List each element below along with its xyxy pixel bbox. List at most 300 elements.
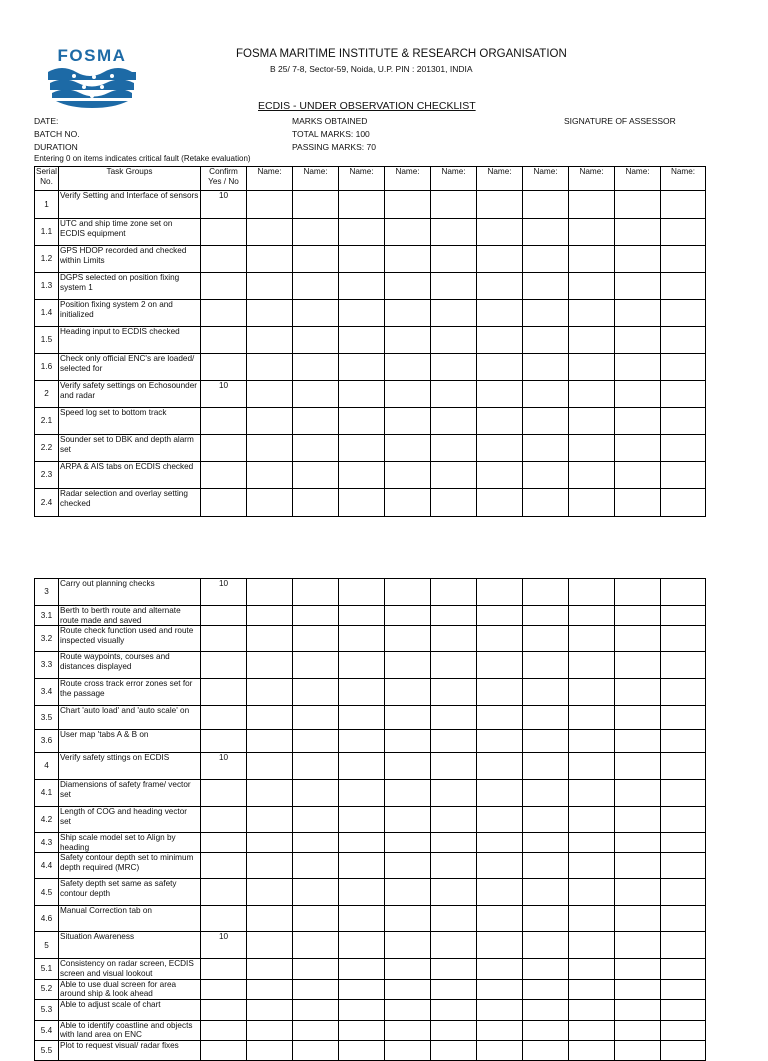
name-entry-cell[interactable] (477, 1040, 523, 1060)
name-entry-cell[interactable] (431, 979, 477, 999)
confirm-cell[interactable] (201, 300, 247, 327)
name-entry-cell[interactable] (293, 853, 339, 879)
name-entry-cell[interactable] (615, 273, 661, 300)
name-entry-cell[interactable] (385, 606, 431, 626)
name-entry-cell[interactable] (477, 753, 523, 780)
name-entry-cell[interactable] (569, 246, 615, 273)
name-entry-cell[interactable] (385, 706, 431, 730)
name-entry-cell[interactable] (247, 408, 293, 435)
name-entry-cell[interactable] (477, 462, 523, 489)
name-entry-cell[interactable] (523, 932, 569, 959)
name-entry-cell[interactable] (477, 219, 523, 246)
name-entry-cell[interactable] (247, 730, 293, 753)
name-entry-cell[interactable] (523, 626, 569, 652)
name-entry-cell[interactable] (247, 489, 293, 517)
name-entry-cell[interactable] (247, 833, 293, 853)
name-entry-cell[interactable] (477, 191, 523, 219)
confirm-cell[interactable]: 10 (201, 579, 247, 606)
name-entry-cell[interactable] (339, 753, 385, 780)
name-entry-cell[interactable] (661, 579, 706, 606)
confirm-cell[interactable] (201, 606, 247, 626)
name-entry-cell[interactable] (293, 381, 339, 408)
name-entry-cell[interactable] (615, 489, 661, 517)
name-entry-cell[interactable] (569, 1020, 615, 1040)
name-entry-cell[interactable] (431, 959, 477, 979)
name-entry-cell[interactable] (615, 606, 661, 626)
name-entry-cell[interactable] (569, 706, 615, 730)
confirm-cell[interactable] (201, 979, 247, 999)
name-entry-cell[interactable] (431, 579, 477, 606)
name-entry-cell[interactable] (385, 219, 431, 246)
name-entry-cell[interactable] (293, 780, 339, 807)
name-entry-cell[interactable] (247, 300, 293, 327)
name-entry-cell[interactable] (339, 626, 385, 652)
confirm-cell[interactable] (201, 327, 247, 354)
confirm-cell[interactable]: 10 (201, 191, 247, 219)
name-entry-cell[interactable] (385, 879, 431, 906)
name-entry-cell[interactable] (615, 579, 661, 606)
name-entry-cell[interactable] (615, 730, 661, 753)
name-entry-cell[interactable] (523, 833, 569, 853)
name-entry-cell[interactable] (569, 408, 615, 435)
name-entry-cell[interactable] (247, 753, 293, 780)
name-entry-cell[interactable] (385, 354, 431, 381)
name-entry-cell[interactable] (569, 730, 615, 753)
name-entry-cell[interactable] (247, 381, 293, 408)
name-entry-cell[interactable] (431, 780, 477, 807)
name-entry-cell[interactable] (477, 807, 523, 833)
name-entry-cell[interactable] (293, 300, 339, 327)
name-entry-cell[interactable] (339, 853, 385, 879)
name-entry-cell[interactable] (385, 999, 431, 1020)
name-entry-cell[interactable] (293, 489, 339, 517)
name-entry-cell[interactable] (615, 879, 661, 906)
name-entry-cell[interactable] (661, 408, 706, 435)
name-entry-cell[interactable] (247, 354, 293, 381)
name-entry-cell[interactable] (569, 807, 615, 833)
name-entry-cell[interactable] (523, 853, 569, 879)
confirm-cell[interactable] (201, 1040, 247, 1060)
name-entry-cell[interactable] (247, 246, 293, 273)
name-entry-cell[interactable] (523, 354, 569, 381)
name-entry-cell[interactable] (293, 959, 339, 979)
name-entry-cell[interactable] (477, 435, 523, 462)
name-entry-cell[interactable] (339, 191, 385, 219)
name-entry-cell[interactable] (293, 246, 339, 273)
name-entry-cell[interactable] (339, 906, 385, 932)
name-entry-cell[interactable] (523, 300, 569, 327)
confirm-cell[interactable]: 10 (201, 753, 247, 780)
name-entry-cell[interactable] (477, 999, 523, 1020)
confirm-cell[interactable] (201, 780, 247, 807)
name-entry-cell[interactable] (661, 606, 706, 626)
name-entry-cell[interactable] (247, 807, 293, 833)
name-entry-cell[interactable] (431, 327, 477, 354)
name-entry-cell[interactable] (385, 381, 431, 408)
name-entry-cell[interactable] (661, 273, 706, 300)
name-entry-cell[interactable] (293, 979, 339, 999)
name-entry-cell[interactable] (615, 246, 661, 273)
name-entry-cell[interactable] (247, 626, 293, 652)
name-entry-cell[interactable] (339, 979, 385, 999)
name-entry-cell[interactable] (339, 354, 385, 381)
name-entry-cell[interactable] (293, 730, 339, 753)
name-entry-cell[interactable] (523, 579, 569, 606)
name-entry-cell[interactable] (293, 906, 339, 932)
name-entry-cell[interactable] (523, 1020, 569, 1040)
name-entry-cell[interactable] (477, 246, 523, 273)
confirm-cell[interactable] (201, 354, 247, 381)
name-entry-cell[interactable] (661, 354, 706, 381)
name-entry-cell[interactable] (569, 435, 615, 462)
name-entry-cell[interactable] (569, 753, 615, 780)
name-entry-cell[interactable] (615, 833, 661, 853)
name-entry-cell[interactable] (661, 780, 706, 807)
name-entry-cell[interactable] (431, 626, 477, 652)
name-entry-cell[interactable] (477, 652, 523, 679)
name-entry-cell[interactable] (431, 833, 477, 853)
name-entry-cell[interactable] (569, 579, 615, 606)
name-entry-cell[interactable] (615, 906, 661, 932)
name-entry-cell[interactable] (293, 435, 339, 462)
name-entry-cell[interactable] (523, 979, 569, 999)
name-entry-cell[interactable] (339, 327, 385, 354)
name-entry-cell[interactable] (339, 408, 385, 435)
name-entry-cell[interactable] (431, 906, 477, 932)
name-entry-cell[interactable] (293, 191, 339, 219)
confirm-cell[interactable] (201, 906, 247, 932)
name-entry-cell[interactable] (431, 191, 477, 219)
name-entry-cell[interactable] (385, 246, 431, 273)
name-entry-cell[interactable] (477, 780, 523, 807)
name-entry-cell[interactable] (615, 679, 661, 706)
name-entry-cell[interactable] (431, 462, 477, 489)
name-entry-cell[interactable] (523, 219, 569, 246)
name-entry-cell[interactable] (569, 679, 615, 706)
name-entry-cell[interactable] (661, 1040, 706, 1060)
name-entry-cell[interactable] (385, 932, 431, 959)
name-entry-cell[interactable] (523, 906, 569, 932)
name-entry-cell[interactable] (615, 780, 661, 807)
name-entry-cell[interactable] (247, 652, 293, 679)
name-entry-cell[interactable] (293, 408, 339, 435)
name-entry-cell[interactable] (339, 246, 385, 273)
name-entry-cell[interactable] (431, 1020, 477, 1040)
confirm-cell[interactable] (201, 853, 247, 879)
confirm-cell[interactable] (201, 408, 247, 435)
name-entry-cell[interactable] (661, 906, 706, 932)
name-entry-cell[interactable] (615, 979, 661, 999)
name-entry-cell[interactable] (431, 879, 477, 906)
name-entry-cell[interactable] (339, 606, 385, 626)
name-entry-cell[interactable] (339, 462, 385, 489)
name-entry-cell[interactable] (293, 579, 339, 606)
confirm-cell[interactable]: 10 (201, 381, 247, 408)
name-entry-cell[interactable] (661, 999, 706, 1020)
name-entry-cell[interactable] (247, 932, 293, 959)
name-entry-cell[interactable] (385, 1040, 431, 1060)
name-entry-cell[interactable] (293, 626, 339, 652)
name-entry-cell[interactable] (247, 679, 293, 706)
name-entry-cell[interactable] (523, 246, 569, 273)
confirm-cell[interactable] (201, 652, 247, 679)
name-entry-cell[interactable] (339, 833, 385, 853)
name-entry-cell[interactable] (385, 906, 431, 932)
name-entry-cell[interactable] (431, 489, 477, 517)
confirm-cell[interactable] (201, 959, 247, 979)
name-entry-cell[interactable] (661, 246, 706, 273)
name-entry-cell[interactable] (293, 879, 339, 906)
name-entry-cell[interactable] (523, 879, 569, 906)
name-entry-cell[interactable] (523, 679, 569, 706)
name-entry-cell[interactable] (247, 959, 293, 979)
confirm-cell[interactable] (201, 462, 247, 489)
name-entry-cell[interactable] (477, 906, 523, 932)
name-entry-cell[interactable] (293, 753, 339, 780)
name-entry-cell[interactable] (661, 706, 706, 730)
name-entry-cell[interactable] (569, 462, 615, 489)
name-entry-cell[interactable] (431, 300, 477, 327)
name-entry-cell[interactable] (477, 979, 523, 999)
name-entry-cell[interactable] (247, 219, 293, 246)
name-entry-cell[interactable] (293, 652, 339, 679)
name-entry-cell[interactable] (569, 381, 615, 408)
confirm-cell[interactable] (201, 626, 247, 652)
name-entry-cell[interactable] (247, 979, 293, 999)
name-entry-cell[interactable] (431, 354, 477, 381)
name-entry-cell[interactable] (523, 706, 569, 730)
name-entry-cell[interactable] (431, 435, 477, 462)
name-entry-cell[interactable] (615, 191, 661, 219)
name-entry-cell[interactable] (385, 300, 431, 327)
name-entry-cell[interactable] (339, 1020, 385, 1040)
name-entry-cell[interactable] (385, 679, 431, 706)
name-entry-cell[interactable] (569, 999, 615, 1020)
name-entry-cell[interactable] (661, 191, 706, 219)
name-entry-cell[interactable] (339, 381, 385, 408)
name-entry-cell[interactable] (661, 979, 706, 999)
name-entry-cell[interactable] (477, 679, 523, 706)
name-entry-cell[interactable] (569, 932, 615, 959)
name-entry-cell[interactable] (247, 273, 293, 300)
name-entry-cell[interactable] (247, 579, 293, 606)
name-entry-cell[interactable] (339, 959, 385, 979)
name-entry-cell[interactable] (661, 833, 706, 853)
confirm-cell[interactable] (201, 833, 247, 853)
name-entry-cell[interactable] (339, 219, 385, 246)
name-entry-cell[interactable] (293, 219, 339, 246)
name-entry-cell[interactable] (569, 906, 615, 932)
name-entry-cell[interactable] (477, 300, 523, 327)
name-entry-cell[interactable] (615, 408, 661, 435)
name-entry-cell[interactable] (661, 932, 706, 959)
name-entry-cell[interactable] (477, 626, 523, 652)
name-entry-cell[interactable] (431, 932, 477, 959)
name-entry-cell[interactable] (661, 489, 706, 517)
name-entry-cell[interactable] (523, 191, 569, 219)
name-entry-cell[interactable] (477, 408, 523, 435)
name-entry-cell[interactable] (615, 652, 661, 679)
name-entry-cell[interactable] (661, 219, 706, 246)
name-entry-cell[interactable] (339, 730, 385, 753)
confirm-cell[interactable] (201, 730, 247, 753)
confirm-cell[interactable] (201, 999, 247, 1020)
name-entry-cell[interactable] (431, 606, 477, 626)
name-entry-cell[interactable] (615, 381, 661, 408)
name-entry-cell[interactable] (339, 1040, 385, 1060)
name-entry-cell[interactable] (339, 679, 385, 706)
name-entry-cell[interactable] (247, 780, 293, 807)
name-entry-cell[interactable] (523, 327, 569, 354)
name-entry-cell[interactable] (385, 652, 431, 679)
confirm-cell[interactable] (201, 807, 247, 833)
name-entry-cell[interactable] (339, 652, 385, 679)
name-entry-cell[interactable] (431, 730, 477, 753)
name-entry-cell[interactable] (569, 652, 615, 679)
name-entry-cell[interactable] (615, 807, 661, 833)
name-entry-cell[interactable] (523, 999, 569, 1020)
name-entry-cell[interactable] (431, 408, 477, 435)
name-entry-cell[interactable] (661, 730, 706, 753)
name-entry-cell[interactable] (477, 730, 523, 753)
name-entry-cell[interactable] (569, 853, 615, 879)
name-entry-cell[interactable] (293, 1040, 339, 1060)
name-entry-cell[interactable] (615, 959, 661, 979)
name-entry-cell[interactable] (431, 753, 477, 780)
name-entry-cell[interactable] (661, 753, 706, 780)
name-entry-cell[interactable] (569, 780, 615, 807)
name-entry-cell[interactable] (477, 833, 523, 853)
name-entry-cell[interactable] (523, 273, 569, 300)
name-entry-cell[interactable] (385, 1020, 431, 1040)
name-entry-cell[interactable] (247, 1040, 293, 1060)
name-entry-cell[interactable] (339, 706, 385, 730)
name-entry-cell[interactable] (615, 932, 661, 959)
name-entry-cell[interactable] (615, 1020, 661, 1040)
name-entry-cell[interactable] (523, 489, 569, 517)
name-entry-cell[interactable] (661, 679, 706, 706)
name-entry-cell[interactable] (569, 879, 615, 906)
name-entry-cell[interactable] (293, 354, 339, 381)
name-entry-cell[interactable] (431, 219, 477, 246)
name-entry-cell[interactable] (431, 706, 477, 730)
name-entry-cell[interactable] (569, 191, 615, 219)
name-entry-cell[interactable] (569, 354, 615, 381)
name-entry-cell[interactable] (293, 327, 339, 354)
name-entry-cell[interactable] (431, 652, 477, 679)
confirm-cell[interactable] (201, 435, 247, 462)
name-entry-cell[interactable] (385, 579, 431, 606)
name-entry-cell[interactable] (615, 753, 661, 780)
name-entry-cell[interactable] (661, 626, 706, 652)
name-entry-cell[interactable] (477, 381, 523, 408)
name-entry-cell[interactable] (615, 300, 661, 327)
name-entry-cell[interactable] (523, 730, 569, 753)
name-entry-cell[interactable] (477, 1020, 523, 1040)
name-entry-cell[interactable] (247, 999, 293, 1020)
name-entry-cell[interactable] (339, 807, 385, 833)
name-entry-cell[interactable] (431, 273, 477, 300)
name-entry-cell[interactable] (477, 579, 523, 606)
confirm-cell[interactable] (201, 489, 247, 517)
name-entry-cell[interactable] (385, 853, 431, 879)
name-entry-cell[interactable] (523, 1040, 569, 1060)
name-entry-cell[interactable] (523, 435, 569, 462)
name-entry-cell[interactable] (569, 219, 615, 246)
name-entry-cell[interactable] (339, 579, 385, 606)
name-entry-cell[interactable] (293, 462, 339, 489)
name-entry-cell[interactable] (385, 191, 431, 219)
name-entry-cell[interactable] (661, 959, 706, 979)
name-entry-cell[interactable] (569, 273, 615, 300)
name-entry-cell[interactable] (339, 273, 385, 300)
name-entry-cell[interactable] (247, 1020, 293, 1040)
name-entry-cell[interactable] (477, 354, 523, 381)
name-entry-cell[interactable] (523, 408, 569, 435)
confirm-cell[interactable] (201, 246, 247, 273)
name-entry-cell[interactable] (615, 435, 661, 462)
name-entry-cell[interactable] (293, 606, 339, 626)
name-entry-cell[interactable] (661, 853, 706, 879)
name-entry-cell[interactable] (339, 300, 385, 327)
name-entry-cell[interactable] (431, 381, 477, 408)
name-entry-cell[interactable] (569, 979, 615, 999)
confirm-cell[interactable] (201, 1020, 247, 1040)
name-entry-cell[interactable] (431, 807, 477, 833)
name-entry-cell[interactable] (477, 327, 523, 354)
name-entry-cell[interactable] (431, 679, 477, 706)
name-entry-cell[interactable] (615, 327, 661, 354)
name-entry-cell[interactable] (385, 753, 431, 780)
name-entry-cell[interactable] (477, 706, 523, 730)
name-entry-cell[interactable] (431, 1040, 477, 1060)
name-entry-cell[interactable] (569, 489, 615, 517)
name-entry-cell[interactable] (385, 462, 431, 489)
name-entry-cell[interactable] (661, 1020, 706, 1040)
name-entry-cell[interactable] (477, 273, 523, 300)
name-entry-cell[interactable] (661, 462, 706, 489)
name-entry-cell[interactable] (523, 606, 569, 626)
name-entry-cell[interactable] (339, 435, 385, 462)
name-entry-cell[interactable] (523, 381, 569, 408)
name-entry-cell[interactable] (661, 652, 706, 679)
name-entry-cell[interactable] (339, 780, 385, 807)
name-entry-cell[interactable] (477, 853, 523, 879)
name-entry-cell[interactable] (523, 959, 569, 979)
name-entry-cell[interactable] (293, 1020, 339, 1040)
name-entry-cell[interactable] (293, 807, 339, 833)
name-entry-cell[interactable] (615, 706, 661, 730)
name-entry-cell[interactable] (615, 999, 661, 1020)
name-entry-cell[interactable] (569, 626, 615, 652)
name-entry-cell[interactable] (247, 706, 293, 730)
name-entry-cell[interactable] (523, 780, 569, 807)
confirm-cell[interactable] (201, 879, 247, 906)
name-entry-cell[interactable] (661, 300, 706, 327)
name-entry-cell[interactable] (385, 730, 431, 753)
name-entry-cell[interactable] (615, 219, 661, 246)
name-entry-cell[interactable] (293, 273, 339, 300)
name-entry-cell[interactable] (661, 381, 706, 408)
name-entry-cell[interactable] (523, 753, 569, 780)
name-entry-cell[interactable] (385, 979, 431, 999)
name-entry-cell[interactable] (523, 652, 569, 679)
name-entry-cell[interactable] (293, 932, 339, 959)
name-entry-cell[interactable] (247, 606, 293, 626)
name-entry-cell[interactable] (569, 959, 615, 979)
name-entry-cell[interactable] (431, 246, 477, 273)
name-entry-cell[interactable] (247, 462, 293, 489)
